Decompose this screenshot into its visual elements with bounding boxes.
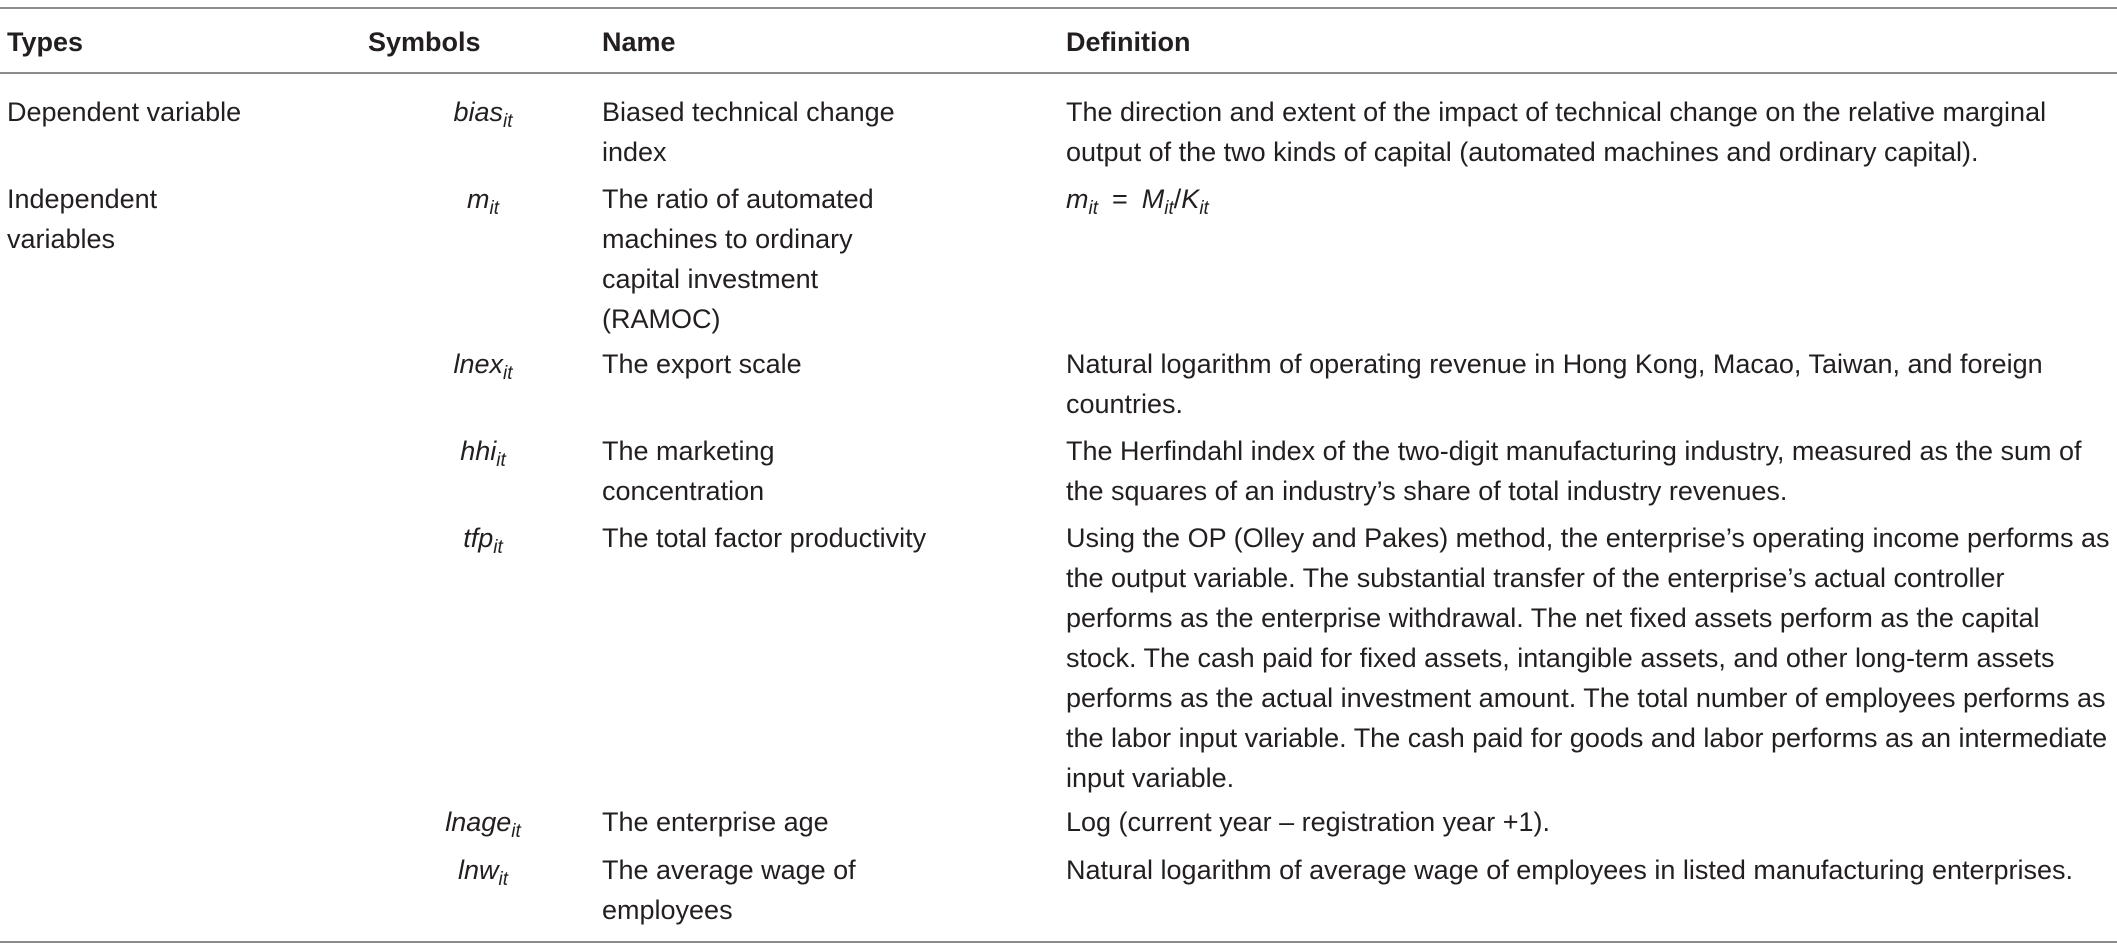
row-symbol-lnage: lnage$_{it}$ [445,807,521,842]
table-header-rule [0,72,2117,74]
row-name-lnex: The export scale [602,349,802,379]
row-name-lnage: The enterprise age [602,807,829,837]
row-type-independent: Independent variables [7,184,158,254]
row-name-tfp: The total factor productivity [602,523,927,553]
row-name-hhi: The marketing concentration [602,436,775,506]
row-symbol-m: $m_{it}$ [467,184,499,219]
row-symbol-lnex: lnex$_{it}$ [453,349,513,384]
row-definition-lnw: Natural logarithm of average wage of employees in listed manufacturing enterprises. [1066,855,2074,885]
row-definition-bias: The direction and extent of the impact of technical change on the relative marginal output of the two kinds of capital (automated machines and ordinary capital). [1066,97,2047,167]
table-top-rule [0,7,2117,9]
row-definition-lnage: Log (current year – registration year +1). [1066,807,1550,837]
row-definition-formula: $m_{it} = M_{it}/K_{it}$ [1066,184,1209,219]
row-name-bias: Biased technical change index [602,97,895,167]
table-bottom-rule [0,941,2117,943]
header-types: Types [7,27,84,57]
row-type-dependent: Dependent variable [7,97,242,127]
row-definition-tfp: Using the OP (Olley and Pakes) method, the enterprise’s operating income performs as the output variable. The substantial transfer of the enterprise’s actual controller performs as the enterprise withdrawal. The net fixed assets perform as the capital stock. The cash paid for fixed assets, intangible assets, and other long-term assets performs as the actual investment amount. The total number of employees performs as the labor input variable. The cash paid for goods and labor performs as an intermediate input variable. [1066,523,2110,793]
row-definition-lnex: Natural logarithm of operating revenue in Hong Kong, Macao, Taiwan, and foreign countries. [1066,349,2043,419]
header-definition: Definition [1066,27,1191,57]
row-symbol-bias: bias$_{it}$ [453,97,513,132]
row-definition-hhi: The Herfindahl index of the two-digit manufacturing industry, measured as the sum of the squares of an industry’s share of total industry revenues. [1066,436,2082,506]
header-name: Name [602,27,676,57]
row-name-ramoc: The ratio of automated machines to ordinary capital investment (RAMOC) [602,184,874,334]
row-symbol-hhi: hhi$_{it}$ [460,436,506,471]
row-symbol-tfp: tfp$_{it}$ [463,523,503,558]
row-name-lnw: The average wage of employees [602,855,856,925]
row-symbol-lnw: lnw$_{it}$ [457,855,508,890]
header-symbols: Symbols [368,27,481,57]
